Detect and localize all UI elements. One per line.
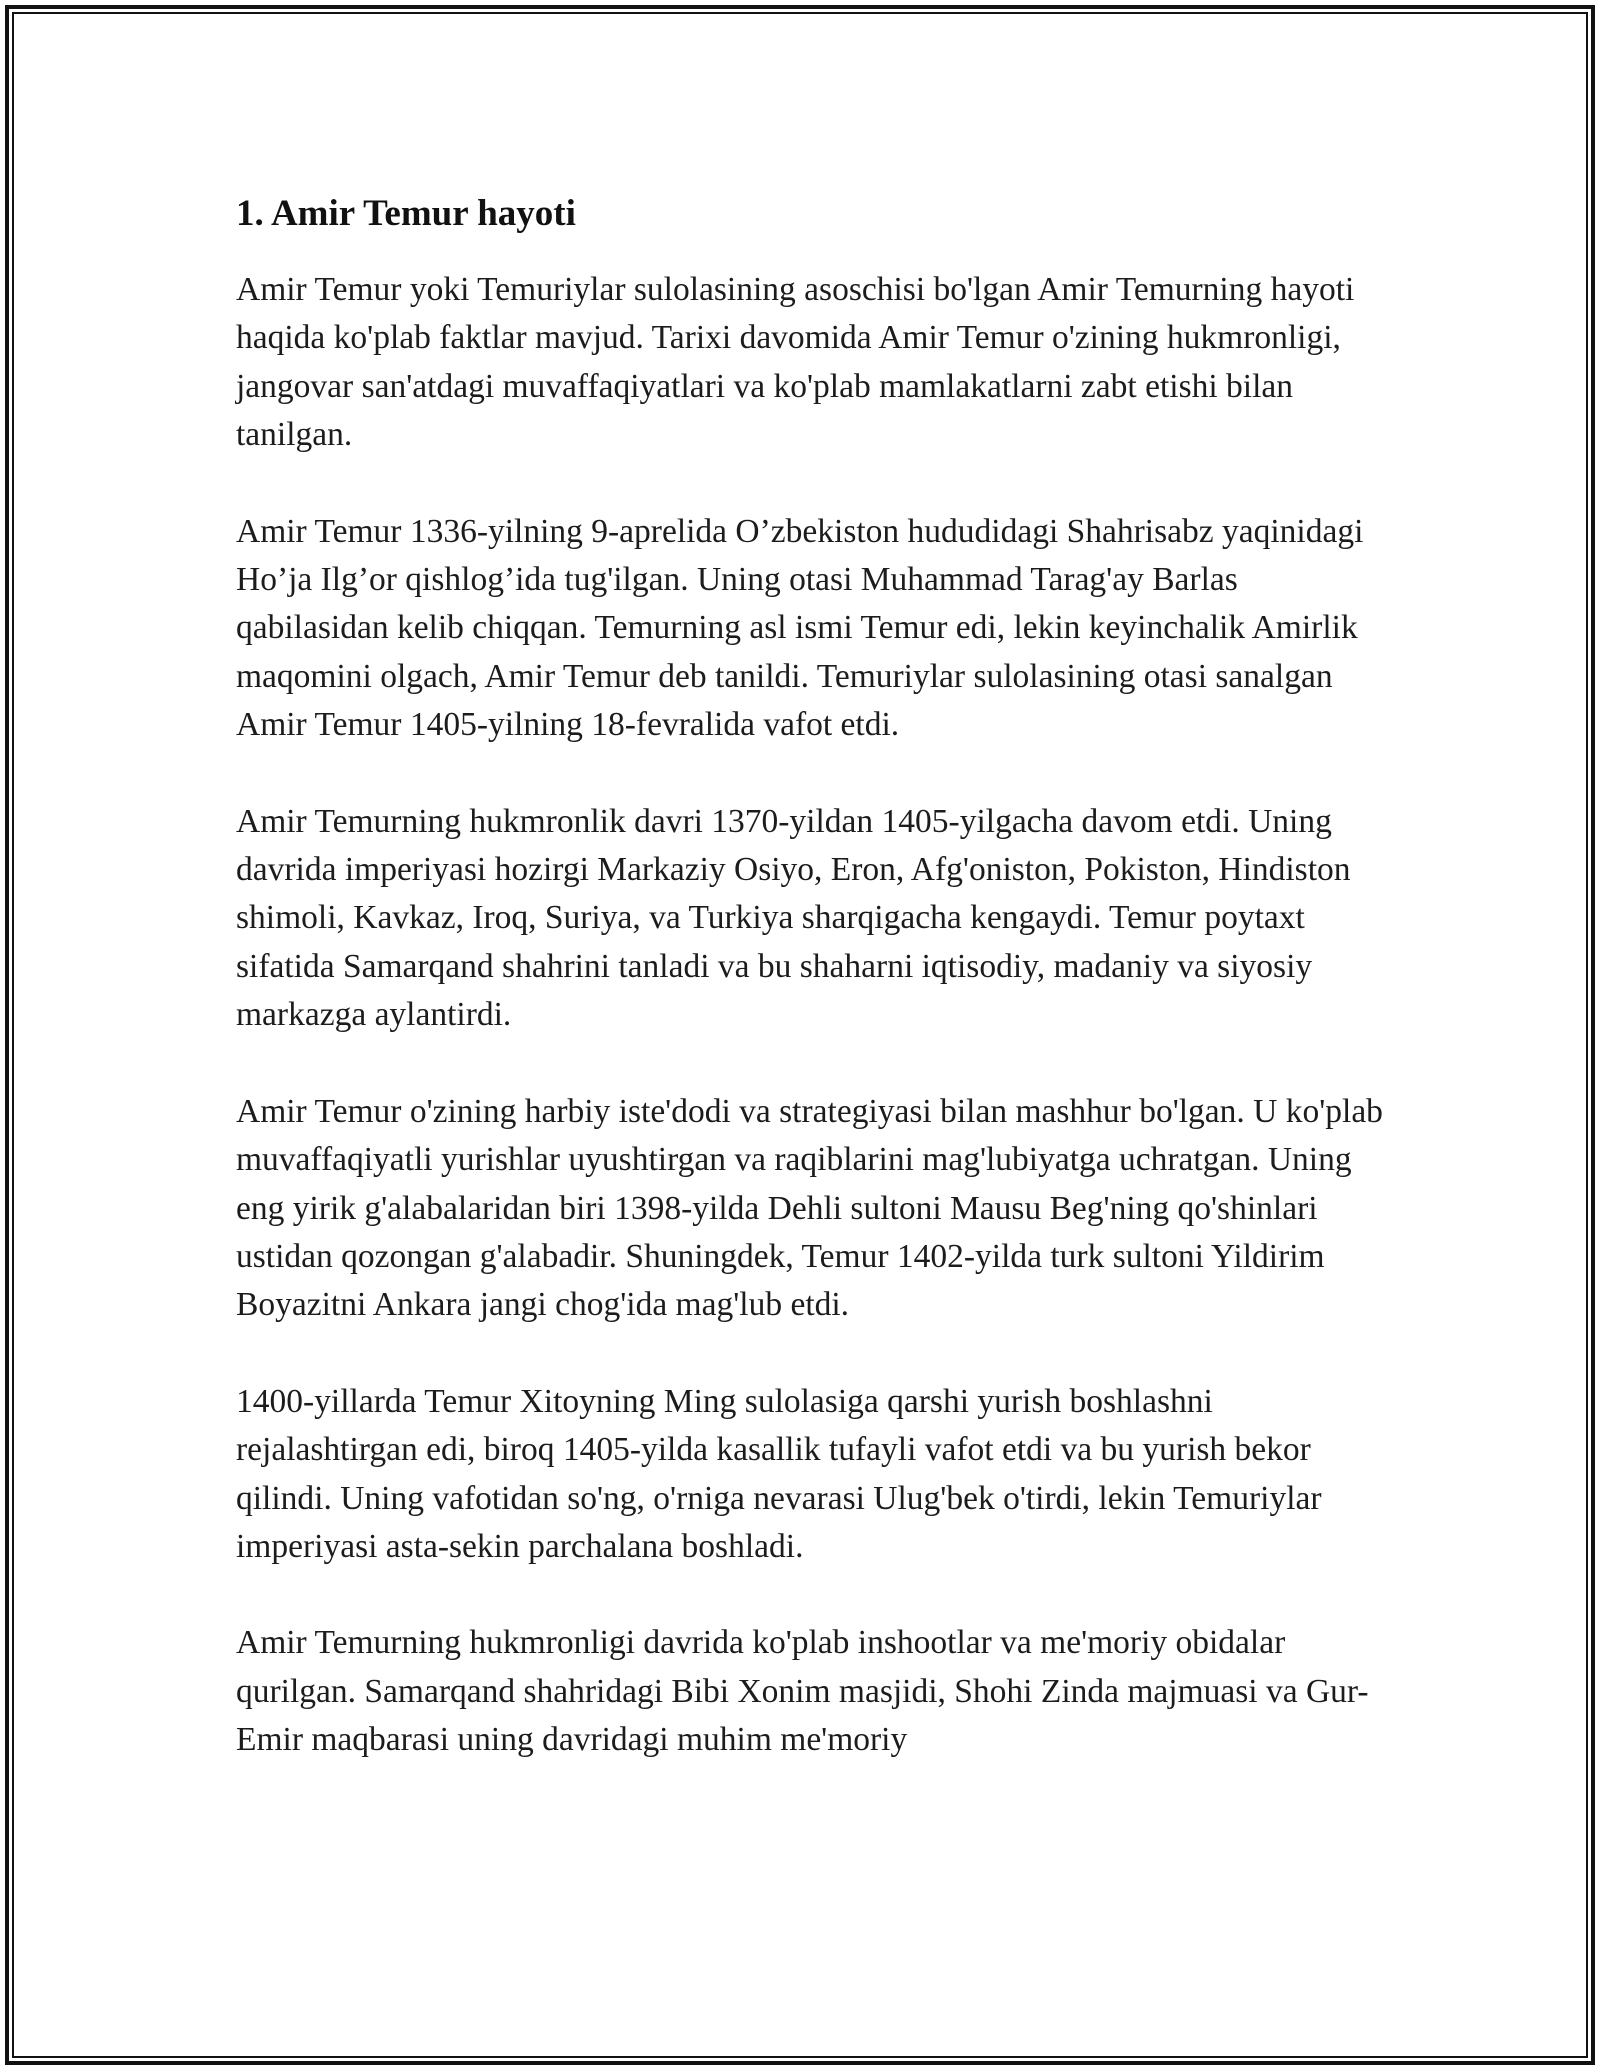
section-title: 1. Amir Temur hayoti bbox=[236, 193, 576, 234]
paragraph-biography-intro: Amir Temur yoki Temuriylar sulolasining asoschisi bo'lgan Amir Temurning hayoti haqida ko'plab faktlar mavjud. Tarixi davomida Amir Temur o'zining hukmronligi, jangovar san'atdagi muvaffaqiyatlari va ko'plab mamlakatlarni zabt etishi bilan tanilgan. bbox=[236, 271, 1355, 454]
paragraph-reign-and-empire: Amir Temurning hukmronlik davri 1370-yildan 1405-yilgacha davom etdi. Uning davrida imperiyasi hozirgi Markaziy Osiyo, Eron, Afg'oniston, Pokiston, Hindiston shimoli, Kavkaz, Iroq, Suriya, va Turkiya sharqigacha kengaydi. Temur poytaxt sifatida Samarqand shahrini tanladi va bu shaharni iqtisodiy, madaniy va siyosiy markazga aylantirdi. bbox=[236, 802, 1351, 1034]
paragraph-final-campaign: 1400-yillarda Temur Xitoyning Ming sulolasiga qarshi yurish boshlashni rejalashtirgan edi, biroq 1405-yilda kasallik tufayli vafot etdi va bu yurish bekor qilindi. Uning vafotidan so'ng, o'rniga nevarasi Ulug'bek o'tirdi, lekin Temuriylar imperiyasi asta-sekin parchalana boshladi. bbox=[236, 1382, 1322, 1565]
paragraph-military-victories: Amir Temur o'zining harbiy iste'dodi va strategiyasi bilan mashhur bo'lgan. U ko'plab muvaffaqiyatli yurishlar uyushtirgan va raqiblarini mag'lubiyatga uchratgan. Uning eng yirik g'alabalaridan biri 1398-yilda Dehli sultoni Mausu Beg'ning qo'shinlari ustidan qozongan g'alabadir. Shuningdek, Temur 1402-yilda turk sultoni Yildirim Boyazitni Ankara jangi chog'ida mag'lub etdi. bbox=[236, 1092, 1383, 1324]
paragraph-birth-and-death: Amir Temur 1336-yilning 9-aprelida O’zbekiston hududidagi Shahrisabz yaqinidagi Ho’ja Ilg’or qishlog’ida tug'ilgan. Uning otasi Muhammad Tarag'ay Barlas qabilasidan kelib chiqqan. Temurning asl ismi Temur edi, lekin keyinchalik Amirlik maqomini olgach, Amir Temur deb tanildi. Temuriylar sulolasining otasi sanalgan Amir Temur 1405-yilning 18-fevralida vafot etdi. bbox=[236, 512, 1364, 744]
document-body bbox=[236, 186, 1386, 1813]
paragraph-architecture: Amir Temurning hukmronligi davrida ko'plab inshootlar va me'moriy obidalar qurilgan. Samarqand shahridagi Bibi Xonim masjidi, Shohi Zinda majmuasi va Gur-Emir maqbarasi uning davridagi muhim me'moriy bbox=[236, 1624, 1369, 1759]
